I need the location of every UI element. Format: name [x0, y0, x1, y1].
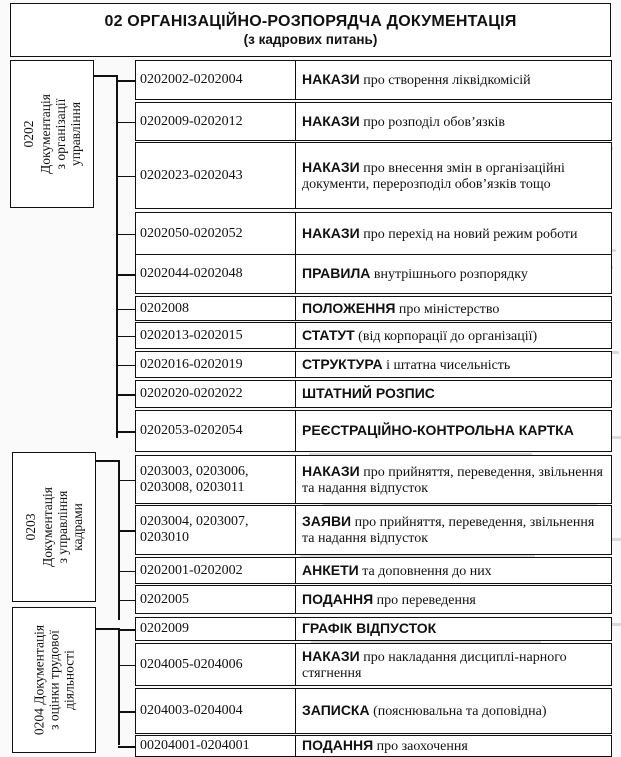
row-document-detail: внутрішнього розпорядку [370, 267, 528, 282]
connector-row-tick [116, 431, 135, 433]
row-document-type: ПРАВИЛА [302, 265, 371, 281]
row-document-detail: про заохочення [373, 739, 468, 754]
group-0202-label-line3: управління [68, 101, 83, 167]
row-document-type: НАКАЗИ [302, 71, 360, 87]
row-document-detail: про накладання дисциплі-нарного стягнення [302, 649, 567, 681]
row-description [296, 455, 612, 504]
row-code [135, 142, 296, 209]
row-document-type: ШТАТНИЙ РОЗПИС [302, 385, 435, 401]
row-description [296, 102, 612, 141]
row-code [135, 585, 296, 614]
row-document-type: ПОЛОЖЕННЯ [302, 299, 396, 316]
connector-row-tick [118, 665, 135, 667]
group-0204-label-line1: 0204 Документація [31, 624, 47, 736]
row-document-type: НАКАЗИ [302, 112, 360, 129]
connector-row-tick [116, 176, 135, 178]
row-description [296, 380, 612, 408]
row-document-detail: про міністерство [395, 301, 500, 317]
row-code-text: 0202005 [140, 591, 189, 607]
connector-bracket-0203 [118, 460, 120, 620]
group-0203-label [23, 487, 85, 567]
group-0202 [10, 60, 94, 208]
row-code-text: 00204001-0204001 [140, 738, 250, 753]
connector-group-0203-stub [96, 460, 118, 462]
row-description [296, 617, 612, 641]
row-code [135, 617, 296, 641]
connector-row-tick [116, 309, 135, 311]
connector-bracket-0202 [116, 75, 118, 438]
group-0202-code: 0202 [21, 120, 36, 148]
row-code-text: 0203003, 0203006, 0203008, 0203011 [140, 463, 249, 495]
row-description [296, 60, 612, 100]
row-document-detail: та доповнення до них [358, 563, 492, 579]
row-document-type: НАКАЗИ [302, 224, 360, 241]
group-0204-label-line3: діяльності [61, 650, 77, 710]
row-document-type: СТРУКТУРА [302, 355, 383, 372]
row-document-type: АНКЕТИ [302, 561, 359, 578]
connector-row-tick [116, 234, 135, 236]
row-description [296, 557, 612, 584]
row-code-text: 0202023-0202043 [140, 167, 243, 183]
row-document-type: ПОДАННЯ [302, 737, 374, 753]
row-code [135, 102, 296, 141]
row-document-detail: про прийняття, переведення, звільнення та надання відпусток [302, 464, 603, 496]
row-code-text: 0202009-0202012 [140, 113, 243, 129]
connector-row-tick [116, 394, 135, 396]
row-document-type: НАКАЗИ [302, 462, 360, 479]
row-code [135, 212, 296, 255]
connector-row-tick [116, 80, 135, 82]
row-code [135, 380, 296, 408]
connector-row-tick [118, 629, 135, 631]
row-code [135, 505, 296, 555]
row-document-detail: про створення ліквідкомісій [359, 73, 531, 88]
row-code [135, 322, 296, 349]
row-code [135, 254, 296, 294]
group-0202-label-line2: з організації [53, 98, 68, 170]
row-code-text: 0202050-0202052 [140, 225, 243, 241]
row-description [296, 142, 612, 209]
connector-row-tick [116, 365, 135, 367]
row-description [296, 351, 612, 378]
connector-row-tick [118, 746, 135, 748]
group-0204 [12, 607, 96, 753]
row-code [135, 643, 296, 686]
row-description [296, 505, 612, 555]
group-0203-label-line2: з управління [55, 490, 70, 564]
row-description [296, 688, 612, 734]
connector-row-tick [118, 711, 135, 713]
row-document-type: СТАТУТ [302, 326, 355, 343]
title-line-2: (з кадрових питань) [243, 32, 378, 47]
group-0202-label [21, 94, 83, 174]
row-code-text: 0202016-0202019 [140, 356, 243, 372]
row-code [135, 688, 296, 734]
row-document-type: НАКАЗИ [302, 158, 360, 175]
connector-row-tick [116, 336, 135, 338]
row-document-detail: (пояснювальна та доповідна) [369, 704, 547, 719]
group-0203-label-line1: Документація [40, 487, 55, 567]
connector-bracket-0204 [118, 628, 120, 745]
row-description [296, 735, 612, 757]
row-code [135, 557, 296, 584]
row-document-type: НАКАЗИ [302, 647, 360, 664]
row-code-text: 0202044-0202048 [140, 266, 243, 281]
row-code [135, 735, 296, 757]
row-document-detail: і штатна чисельність [382, 357, 511, 373]
row-document-type: ЗАПИСКА [302, 702, 370, 718]
row-document-detail: про розподіл обов’язків [359, 114, 505, 130]
row-code-text: 0202009 [140, 621, 189, 636]
row-document-type: ПОДАННЯ [302, 590, 374, 607]
row-code-text: 0202001-0202002 [140, 562, 243, 578]
connector-row-tick [118, 480, 135, 482]
row-code [135, 60, 296, 100]
row-description [296, 322, 612, 349]
row-document-detail: про прийняття, переведення, звільнення та надання відпусток [302, 515, 595, 546]
diagram-title [10, 3, 611, 57]
row-description [296, 254, 612, 294]
row-description [296, 410, 612, 452]
row-document-type: РЕЄСТРАЦІЙНО-КОНТРОЛЬНА КАРТКА [302, 422, 574, 438]
row-document-detail: (від корпорації до організації) [354, 328, 538, 344]
row-code [135, 410, 296, 452]
row-code-text: 0202013-0202015 [140, 327, 243, 343]
row-code-text: 0202002-0202004 [140, 72, 243, 87]
connector-row-tick [118, 571, 135, 573]
row-code [135, 296, 296, 321]
row-document-detail: про переведення [373, 592, 476, 608]
group-0203 [12, 452, 96, 602]
group-0204-label-line2: з оцінки трудової [46, 630, 62, 730]
row-code-text: 0202020-0202022 [140, 386, 243, 401]
row-code-text: 0203004, 0203007, 0203010 [140, 514, 249, 545]
group-0204-label [32, 625, 77, 735]
row-code-text: 0204003-0204004 [140, 703, 243, 718]
connector-row-tick [118, 600, 135, 602]
group-0203-code: 0203 [23, 513, 38, 541]
row-description [296, 585, 612, 614]
row-description [296, 643, 612, 686]
row-document-detail: про внесення змін в організаційні документи, перерозподіл обов’язків тощо [302, 160, 565, 192]
group-0203-label-line3: кадрами [70, 503, 85, 551]
row-code-text: 0204005-0204006 [140, 656, 243, 672]
row-code-text: 0202053-0202054 [140, 423, 243, 438]
row-description [296, 212, 612, 255]
row-document-type: ГРАФІК ВІДПУСТОК [302, 620, 437, 636]
connector-row-tick [116, 122, 135, 124]
group-0202-label-line1: Документація [38, 94, 53, 174]
connector-row-tick [118, 530, 135, 532]
row-document-type: ЗАЯВИ [302, 513, 352, 529]
row-code-text: 0202008 [140, 300, 189, 316]
row-code [135, 351, 296, 378]
connector-group-0202-stub [94, 75, 116, 77]
title-line-1: 02 ОРГАНІЗАЦІЙНО-РОЗПОРЯДЧА ДОКУМЕНТАЦІЯ [104, 13, 517, 30]
connector-group-0204-stub [96, 628, 118, 630]
connector-row-tick [116, 274, 135, 276]
row-code [135, 455, 296, 504]
row-document-detail: про перехід на новий режим роботи [359, 226, 578, 242]
row-description [296, 296, 612, 321]
